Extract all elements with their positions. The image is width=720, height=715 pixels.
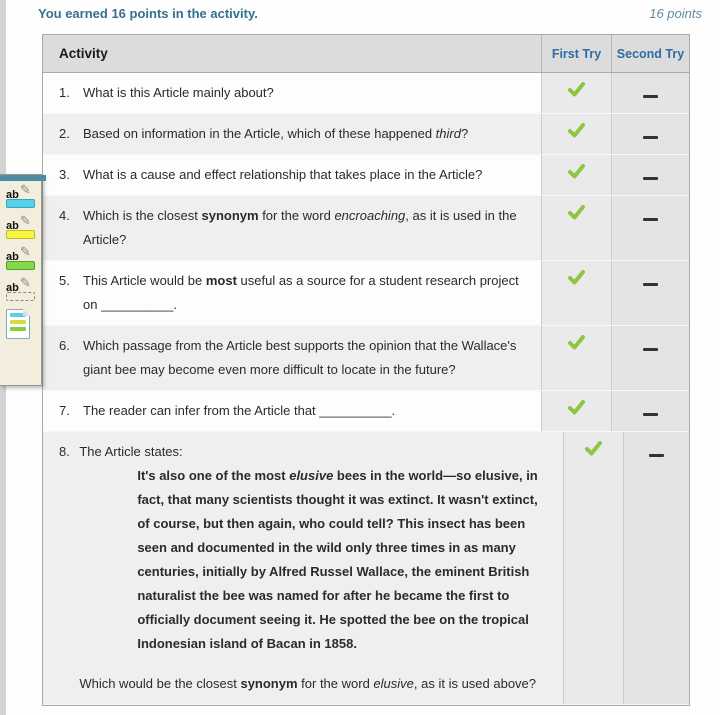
question-paragraph: What is this Article mainly about? <box>83 85 274 100</box>
question-number: 2. <box>43 114 83 154</box>
first-try-check-icon <box>568 335 585 350</box>
highlights-document-icon <box>6 309 30 339</box>
second-try-cell <box>611 114 689 154</box>
activity-results-table <box>42 34 690 706</box>
second-try-dash-icon <box>643 348 658 351</box>
second-try-cell <box>611 73 689 113</box>
second-try-cell <box>611 196 689 260</box>
question-number: 7. <box>43 391 83 431</box>
points-total: 16 points <box>649 6 702 21</box>
table-row <box>43 432 689 705</box>
ab-text-label: ab <box>6 189 19 201</box>
table-row <box>43 196 689 261</box>
second-try-dash-icon <box>649 454 664 457</box>
question-number: 5. <box>43 261 83 325</box>
toolbar-titlebar[interactable] <box>0 175 46 181</box>
ab-text-label: ab <box>6 282 19 294</box>
highlight-cyan-button[interactable] <box>6 182 36 208</box>
first-try-cell <box>541 73 611 113</box>
second-try-cell <box>611 391 689 431</box>
question-number: 1. <box>43 73 83 113</box>
question-number: 4. <box>43 196 83 260</box>
highlight-green-button[interactable] <box>6 244 36 270</box>
question-paragraph: Which passage from the Article best supports the opinion that the Wallace's giant bee may become even more difficult to locate in the future? <box>83 338 517 377</box>
question-text <box>83 155 541 195</box>
highlight-yellow-button[interactable] <box>6 213 36 239</box>
question-paragraph: Which would be the closest synonym for the word elusive, as it is used above? <box>79 676 537 691</box>
first-try-cell <box>541 261 611 325</box>
table-row <box>43 114 689 155</box>
second-try-dash-icon <box>643 95 658 98</box>
question-paragraph: Which is the closest synonym for the word encroaching, as it is used in the Article? <box>83 208 517 247</box>
first-try-check-icon <box>568 400 585 415</box>
table-body <box>43 73 689 705</box>
pencil-icon: ✎ <box>20 213 31 228</box>
pencil-icon: ✎ <box>20 275 31 290</box>
question-paragraph: This Article would be most useful as a source for a student research project on __________. <box>83 273 519 312</box>
second-try-dash-icon <box>643 283 658 286</box>
pencil-icon: ✎ <box>20 182 31 197</box>
table-header-row <box>43 35 689 73</box>
second-try-dash-icon <box>643 136 658 139</box>
table-row <box>43 326 689 391</box>
ab-text-label: ab <box>6 220 19 232</box>
table-row <box>43 155 689 196</box>
question-number: 8. <box>43 432 79 704</box>
table-row <box>43 391 689 432</box>
first-try-check-icon <box>568 164 585 179</box>
second-try-cell <box>623 432 689 704</box>
second-try-cell <box>611 155 689 195</box>
question-paragraph: The reader can infer from the Article that __________. <box>83 403 396 418</box>
question-number: 3. <box>43 155 83 195</box>
column-header-second-try: Second Try <box>611 35 689 72</box>
article-quote: It's also one of the most elusive bees in the world—so elusive, in fact, that many scientists thought it was extinct. It wasn't extinct, of course, but then again, who could tell? This insect has been seen and documented in the wild only three times in as many centuries, initially by Alfred Russel Wallace, the eminent British naturalist the bee was named for after he became the first to officially document seeing it. He spotted the bee on the tropical Indonesian island of Bacan in 1858. <box>137 468 538 651</box>
first-try-check-icon <box>568 205 585 220</box>
question-text <box>83 326 541 390</box>
table-row <box>43 261 689 326</box>
first-try-cell <box>541 114 611 154</box>
question-text <box>83 196 541 260</box>
pencil-icon: ✎ <box>20 244 31 259</box>
second-try-dash-icon <box>643 218 658 221</box>
second-try-dash-icon <box>643 413 658 416</box>
second-try-cell <box>611 326 689 390</box>
highlighter-toolbar <box>0 174 42 386</box>
first-try-check-icon <box>585 441 602 456</box>
question-text <box>83 73 541 113</box>
second-try-dash-icon <box>643 177 658 180</box>
question-text <box>83 261 541 325</box>
first-try-check-icon <box>568 270 585 285</box>
question-number: 6. <box>43 326 83 390</box>
question-paragraph: What is a cause and effect relationship that takes place in the Article? <box>83 167 483 182</box>
first-try-cell <box>563 432 622 704</box>
question-paragraph: Based on information in the Article, which of these happened third? <box>83 126 469 141</box>
column-header-activity: Activity <box>59 46 108 61</box>
first-try-cell <box>541 391 611 431</box>
table-row <box>43 73 689 114</box>
highlight-remove-button[interactable] <box>6 275 36 301</box>
column-header-first-try: First Try <box>541 35 611 72</box>
highlight-summary-button[interactable] <box>6 309 36 339</box>
question-text <box>83 114 541 154</box>
question-text <box>79 432 563 704</box>
status-bar <box>38 6 702 21</box>
first-try-cell <box>541 155 611 195</box>
question-paragraph: The Article states: <box>79 444 183 459</box>
ab-text-label: ab <box>6 251 19 263</box>
earned-points-message: You earned 16 points in the activity. <box>38 6 258 21</box>
first-try-check-icon <box>568 82 585 97</box>
first-try-cell <box>541 196 611 260</box>
question-text <box>83 391 541 431</box>
first-try-check-icon <box>568 123 585 138</box>
second-try-cell <box>611 261 689 325</box>
first-try-cell <box>541 326 611 390</box>
